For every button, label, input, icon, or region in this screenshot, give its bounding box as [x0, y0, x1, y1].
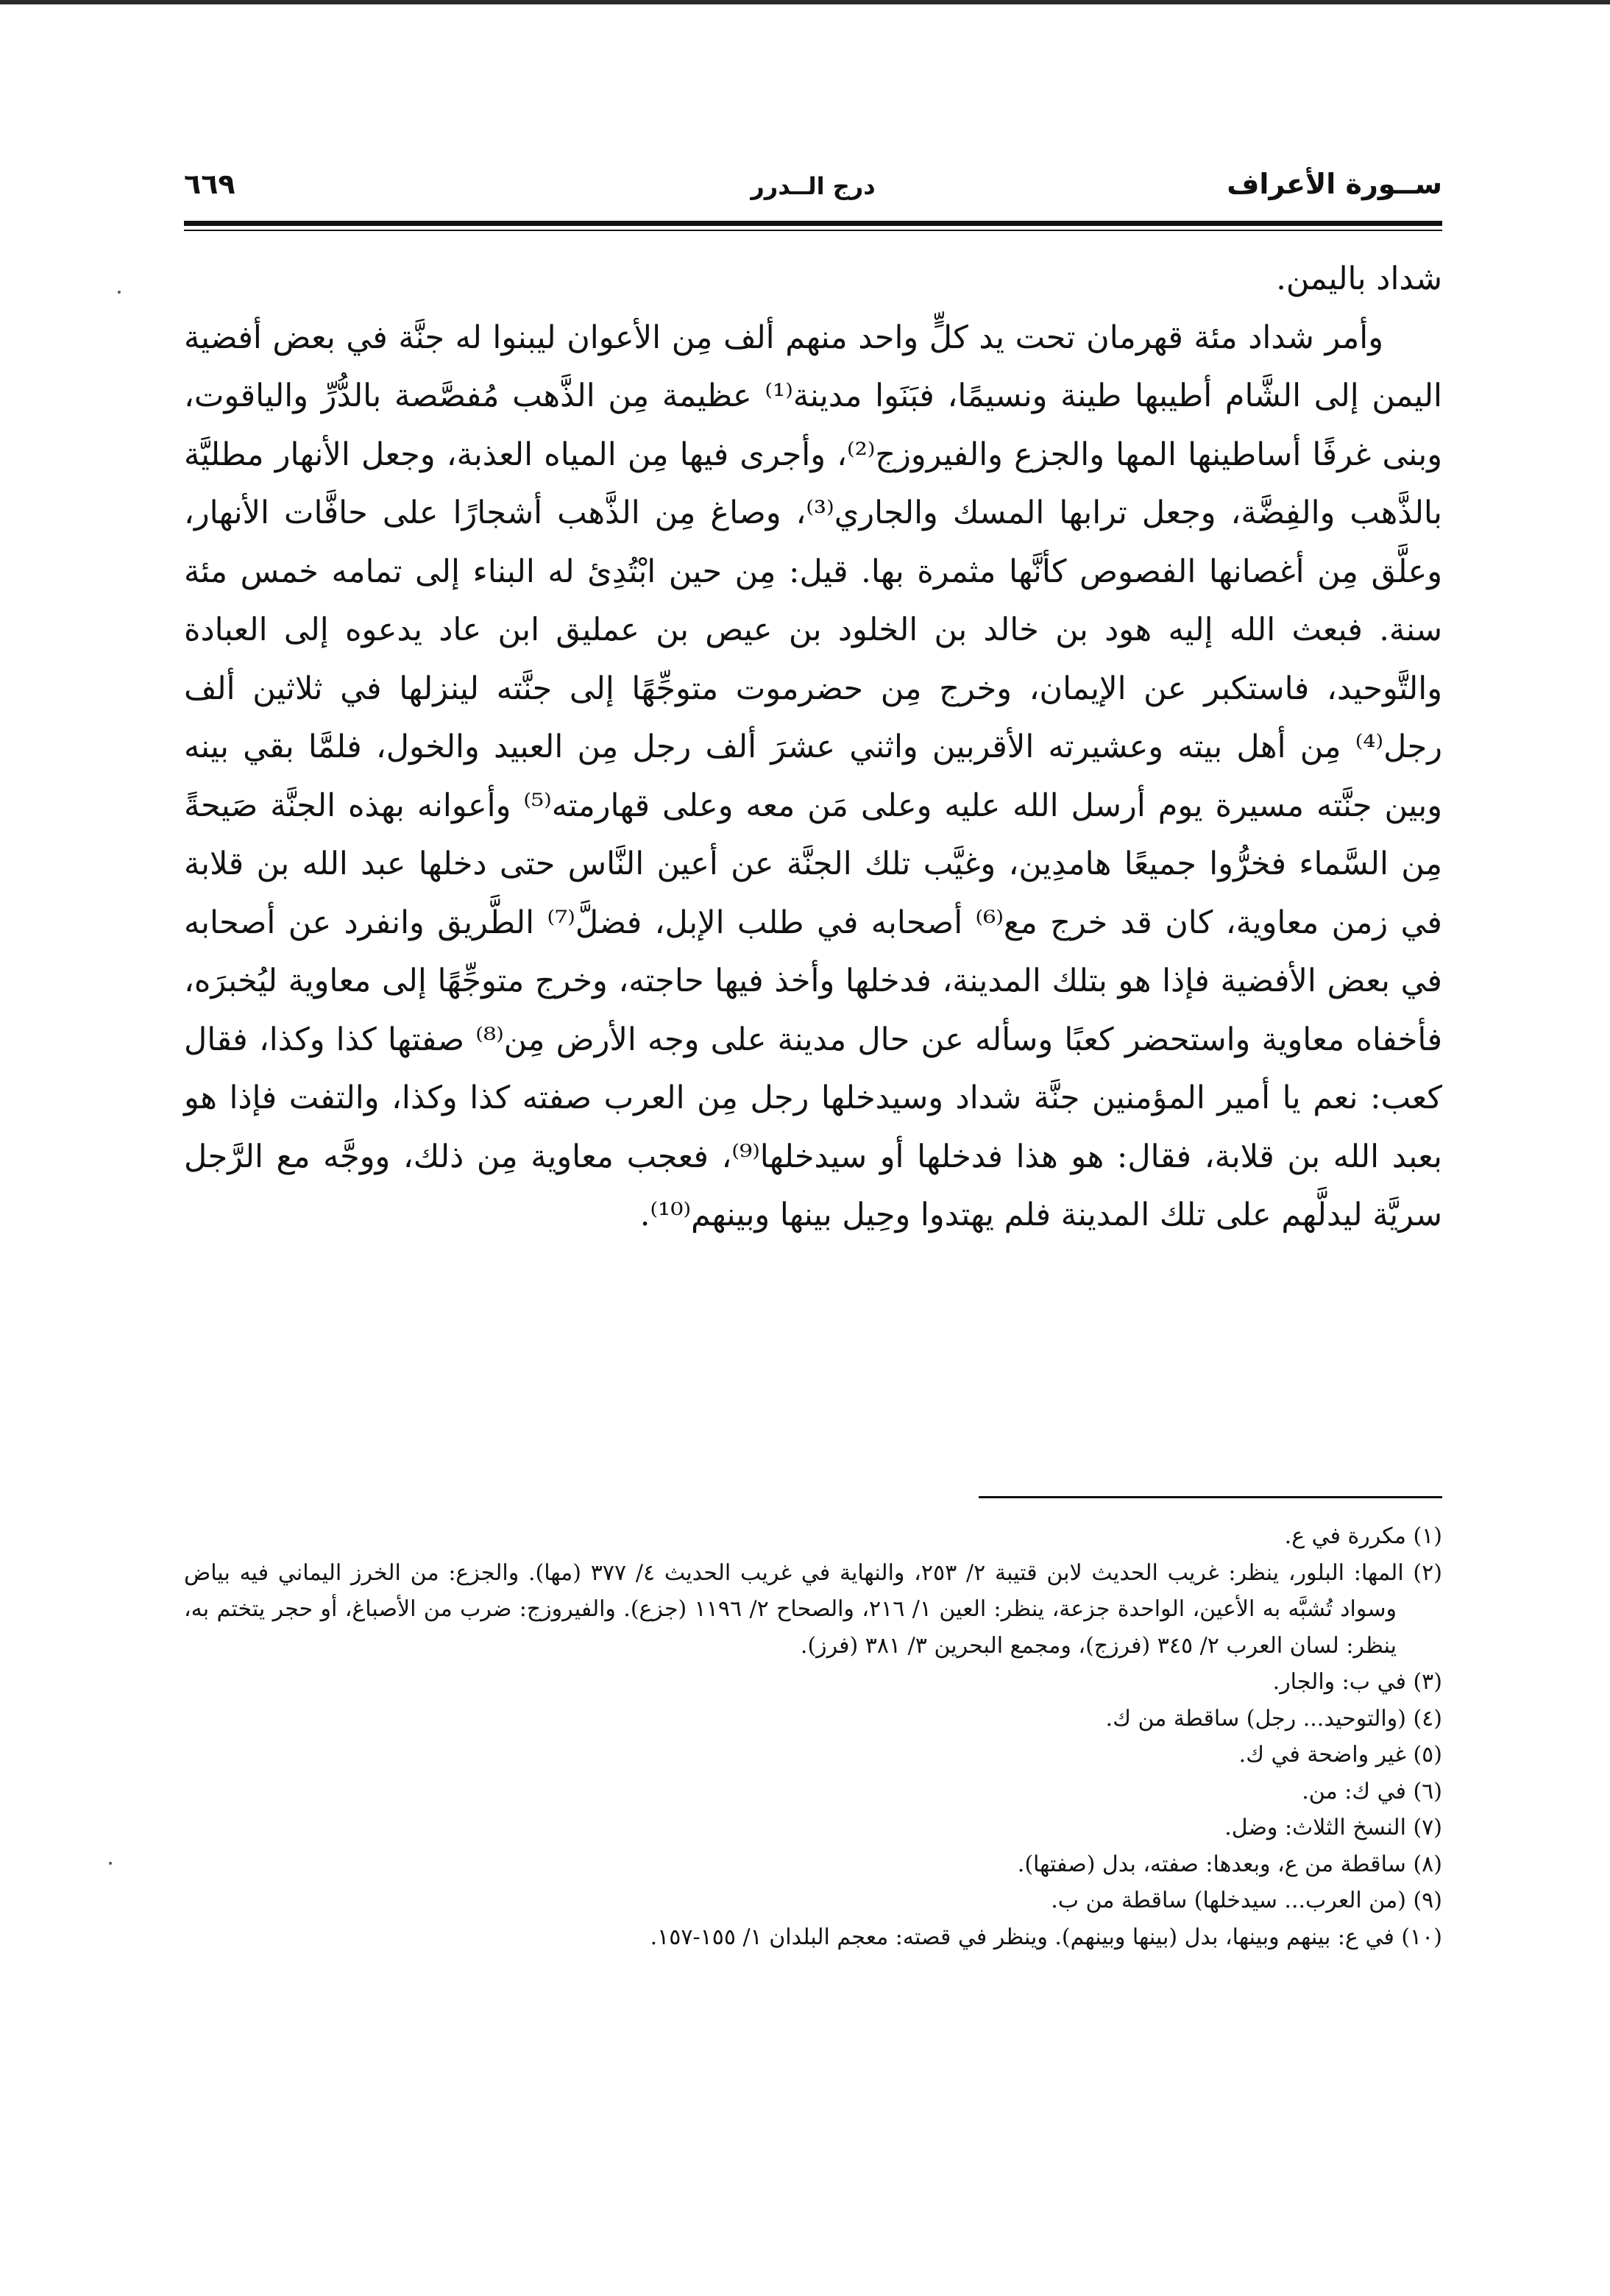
scan-top-edge: [0, 0, 1610, 4]
footnote-7: (٧) النسخ الثلاث: وضل.: [1224, 1815, 1442, 1840]
footnote-9: (٩) (من العرب... سيدخلها) ساقطة من ب.: [1051, 1888, 1442, 1913]
scan-speck: [109, 1862, 112, 1865]
footnote-10: (١٠) في ع: بينهم وبينها، بدل (بينها وبينهم). وينظر في قصته: معجم البلدان ١/ ١٥٥-١٥٧.: [650, 1924, 1442, 1950]
footnote-8: (٨) ساقطة من ع، وبعدها: صفته، بدل (صفتها).: [1017, 1851, 1442, 1877]
footnote-1: (١) مكررة في ع.: [1284, 1523, 1442, 1549]
paragraph-opening: شداد باليمن.: [1276, 261, 1442, 297]
footnotes: [184, 1518, 1442, 1955]
paragraph-main: وأمر شداد مئة قهرمان تحت يد كلٍّ واحد منهم ألف مِن الأعوان ليبنوا له جنَّة في بعض أفضية اليمن إلى الشَّام أطيبها طينة ونسيمًا، فبَنَوا مدينة⁽¹⁾ عظيمة مِن الذَّهب مُفصَّصة بالدُّرِّ والياقوت، وبنى غرفًا أساطينها المها والجزع والفيروزج⁽²⁾، وأجرى فيها مِن المياه العذبة، وجعل الأنهار مطليَّة بالذَّهب والفِضَّة، وجعل ترابها المسك والجاري⁽³⁾، وصاغ مِن الذَّهب أشجارًا على حافَّات الأنهار، وعلَّق مِن أغصانها الفصوص كأنَّها مثمرة بها. قيل: مِن حين ابْتُدِئ له البناء إلى تمامه خمس مئة سنة. فبعث الله إليه هود بن خالد بن الخلود بن عيص بن عمليق ابن عاد يدعوه إلى العبادة والتَّوحيد، فاستكبر عن الإيمان، وخرج مِن حضرموت متوجِّهًا إلى جنَّته لينزلها في ثلاثين ألف رجل⁽⁴⁾ مِن أهل بيته وعشيرته الأقربين واثني عشرَ ألف رجل مِن العبيد والخول، فلمَّا بقي بينه وبين جنَّته مسيرة يوم أرسل الله عليه وعلى مَن معه وعلى قهارمته⁽⁵⁾ وأعوانه بهذه الجنَّة صَيحةً مِن السَّماء فخرُّوا جميعًا هامدِين، وغيَّب تلك الجنَّة عن أعين النَّاس حتى دخلها عبد الله بن قلابة في زمن معاوية، كان قد خرج مع⁽⁶⁾ أصحابه في طلب الإبل، فضلَّ⁽⁷⁾ الطَّريق وانفرد عن أصحابه في بعض الأفضية فإذا هو بتلك المدينة، فدخلها وأخذ فيها حاجته، وخرج متوجِّهًا إلى معاوية ليُخبرَه، فأخفاه معاوية واستحضر كعبًا وسأله عن حال مدينة على وجه الأرض مِن⁽⁸⁾ صفتها كذا وكذا، فقال كعب: نعم يا أمير المؤمنين جنَّة شداد وسيدخلها رجل مِن العرب صفته كذا وكذا، والتفت فإذا هو بعبد الله بن قلابة، فقال: هو هذا فدخلها أو سيدخلها⁽⁹⁾، فعجب معاوية مِن ذلك، ووجَّه مع الرَّجل سريَّة ليدلَّهم على تلك المدينة فلم يهتدوا وحِيل بينها وبينهم⁽¹⁰⁾.: [184, 319, 1443, 1233]
main-text: [184, 250, 1442, 1245]
footnote-4: (٤) (والتوحيد... رجل) ساقطة من ك.: [1105, 1705, 1442, 1732]
header-rule-thick: [184, 221, 1442, 226]
header-rule-thin: [184, 230, 1442, 231]
footnote-2: (٢) المها: البلور، ينظر: غريب الحديث لابن قتيبة ٢/ ٢٥٣، والنهاية في غريب الحديث ٤/ ٣٧٧ (مها). والجزع: من الخرز اليماني فيه بياض وسواد تُشبَّه به الأعين، الواحدة جزعة، ينظر: العين ١/ ٢١٦، والصحاح ٢/ ١١٩٦ (جزع). والفيروزج: ضرب من الأصباغ، أو حجر يتختم به، ينظر: لسان العرب ٢/ ٣٤٥ (فرزج)، ومجمع البحرين ٣/ ٣٨١ (فرز).: [184, 1559, 1442, 1659]
book-title: درج الــدرر: [751, 172, 876, 200]
running-header: [184, 168, 1442, 219]
footnote-6: (٦) في ك: من.: [1302, 1778, 1442, 1804]
footnote-5: (٥) غير واضحة في ك.: [1238, 1742, 1442, 1768]
surah-title: ســورة الأعراف: [1227, 168, 1442, 200]
footnote-3: (٣) في ب: والجار.: [1272, 1669, 1442, 1695]
scan-speck: [118, 291, 121, 294]
page-number: ٦٦٩: [184, 168, 235, 200]
footnote-separator: [979, 1496, 1442, 1498]
